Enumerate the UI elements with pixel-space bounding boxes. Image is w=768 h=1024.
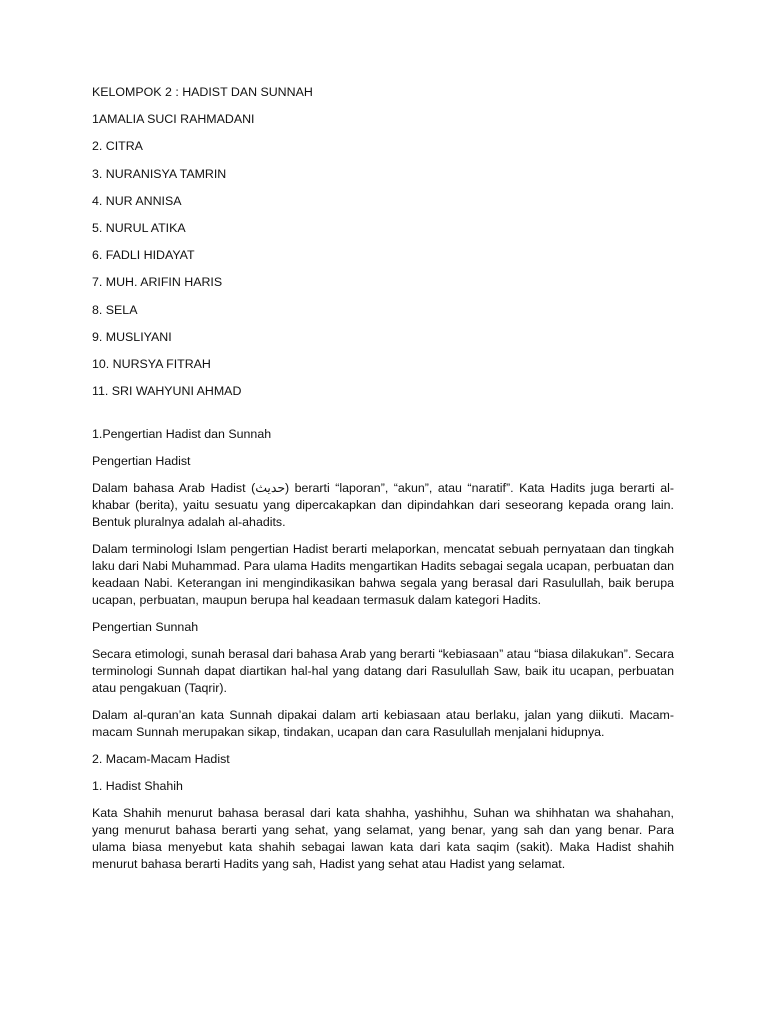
member-item: 10. NURSYA FITRAH xyxy=(92,356,211,371)
document-page xyxy=(92,84,674,873)
member-item: 9. MUSLIYANI xyxy=(92,329,172,344)
subheading-sunnah: Pengertian Sunnah xyxy=(92,620,199,635)
subheading-hadist: Pengertian Hadist xyxy=(92,454,191,469)
member-item: 4. NUR ANNISA xyxy=(92,193,182,208)
subheading-hadist-shahih: 1. Hadist Shahih xyxy=(92,779,183,794)
paragraph: Kata Shahih menurut bahasa berasal dari kata shahha, yashihhu, Suhan wa shihhatan wa shahahan, yang menurut bahasa berarti yang sehat, yang selamat, yang benar, yang sah dan yang benar. Para ulama biasa menyebut kata shahih sebagai lawan kata dari kata saqim (sakit). Maka Hadist shahih menurut bahasa berarti Hadits yang sah, Hadist yang sehat atau Hadist yang selamat. xyxy=(92,806,674,872)
section-heading: 1.Pengertian Hadist dan Sunnah xyxy=(92,427,272,442)
section-heading: 2. Macam-Macam Hadist xyxy=(92,752,230,767)
member-item: 1AMALIA SUCI RAHMADANI xyxy=(92,112,255,127)
member-item: 6. FADLI HIDAYAT xyxy=(92,248,195,263)
member-item: 5. NURUL ATIKA xyxy=(92,220,186,235)
spacer xyxy=(92,410,674,426)
paragraph: Dalam bahasa Arab Hadist (حديث) berarti “laporan”, “akun”, atau “naratif”. Kata Hadits juga berarti al-khabar (berita), yaitu sesuatu yang dipercakapkan dan dipindahkan dari seseorang kepada orang lain. Bentuk pluralnya adalah al-ahadits. xyxy=(92,481,674,530)
member-item: 3. NURANISYA TAMRIN xyxy=(92,166,227,181)
member-item: 7. MUH. ARIFIN HARIS xyxy=(92,275,223,290)
paragraph: Dalam terminologi Islam pengertian Hadist berarti melaporkan, mencatat sebuah pernyataan dan tingkah laku dari Nabi Muhammad. Para ulama Hadits mengartikan Hadits sebagai segala ucapan, perbuatan dan keadaan Nabi. Keterangan ini mengindikasikan bahwa segala yang berasal dari Rasulullah, baik berupa ucapan, perbuatan, maupun berupa hal keadaan termasuk dalam kategori Hadits. xyxy=(92,542,674,608)
member-item: 2. CITRA xyxy=(92,139,143,154)
paragraph: Secara etimologi, sunah berasal dari bahasa Arab yang berarti “kebiasaan” atau “biasa dilakukan”. Secara terminologi Sunnah dapat diartikan hal-hal yang datang dari Rasulullah Saw, baik itu ucapan, perbuatan atau pengakuan (Taqrir). xyxy=(92,647,675,696)
member-item: 8. SELA xyxy=(92,302,138,317)
member-item: 11. SRI WAHYUNI AHMAD xyxy=(92,384,242,399)
paragraph: Dalam al-quran’an kata Sunnah dipakai dalam arti kebiasaan atau berlaku, jalan yang diikuti. Macam-macam Sunnah merupakan sikap, tindakan, ucapan dan cara Rasulullah menjalani hidupnya. xyxy=(92,708,674,740)
document-title: KELOMPOK 2 : HADIST DAN SUNNAH xyxy=(92,85,313,99)
member-list xyxy=(92,111,674,400)
